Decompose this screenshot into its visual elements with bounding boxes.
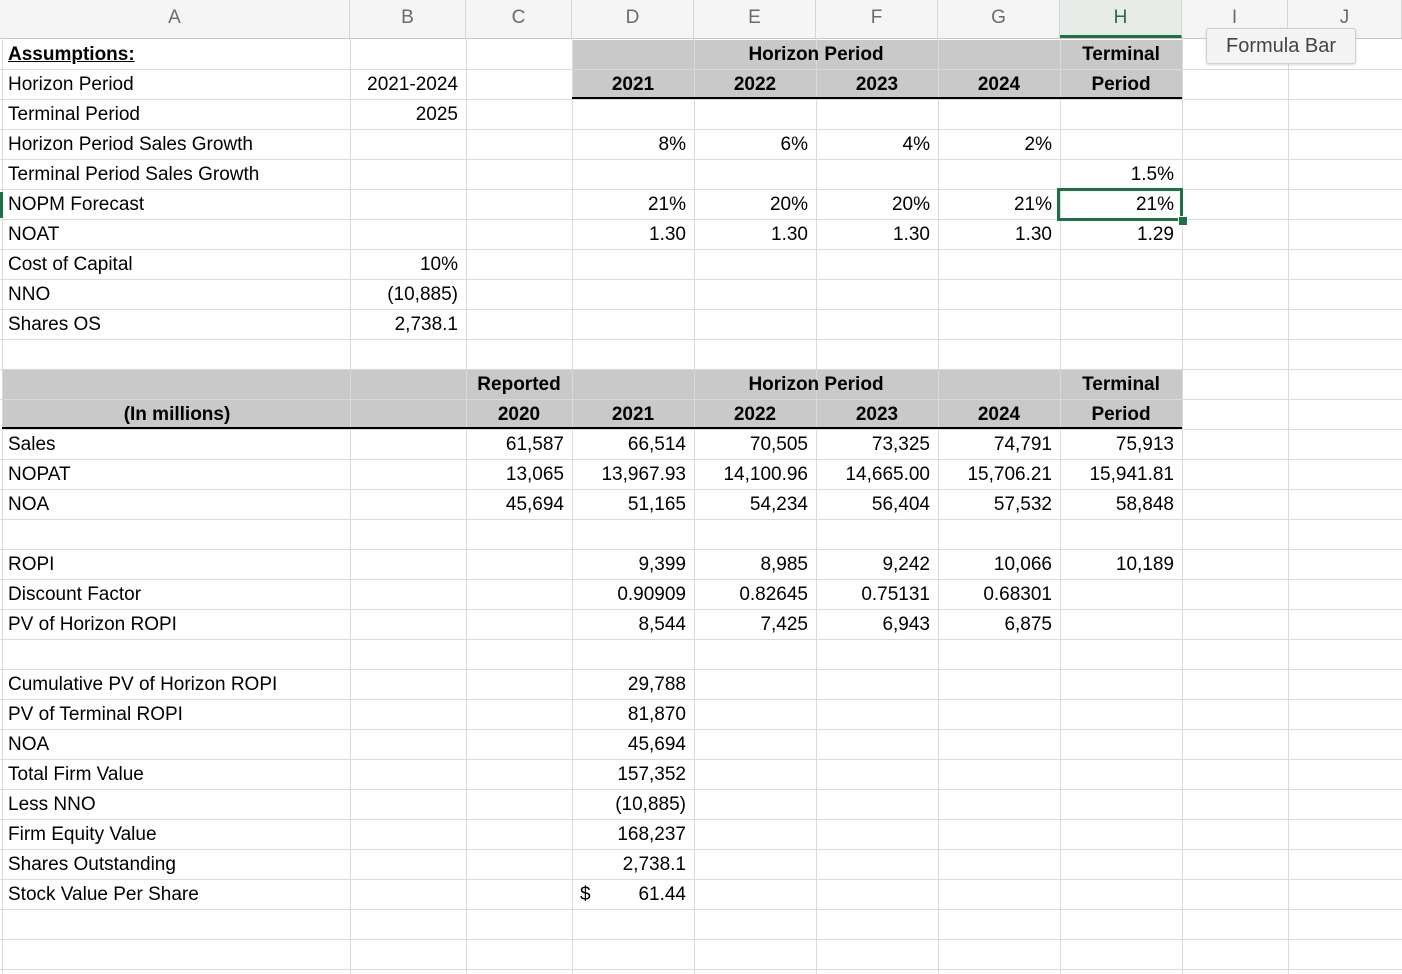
assumption-value-e[interactable] — [694, 70, 816, 100]
assumption-value-g[interactable] — [938, 310, 1060, 340]
forecast-value-g[interactable]: 74,791 — [993, 434, 1052, 455]
assumption-value-h[interactable] — [1060, 100, 1182, 130]
assumption-value-f[interactable]: 1.30 — [893, 224, 930, 245]
forecast-year-2020: 2020 — [497, 404, 541, 425]
forecast-reported-header: Reported — [477, 374, 561, 395]
assumptions-period-header: Period — [1091, 74, 1151, 95]
forecast-value-e[interactable]: 54,234 — [749, 494, 808, 515]
assumption-label[interactable]: Shares OS — [8, 314, 101, 335]
assumption-value-e[interactable] — [694, 310, 816, 340]
forecast-value-e[interactable]: 14,100.96 — [723, 464, 808, 485]
column-header-c[interactable]: C — [466, 0, 572, 38]
forecast-label[interactable]: NOPAT — [8, 464, 71, 485]
assumption-value-d[interactable]: 8% — [658, 134, 686, 155]
forecast-value-c[interactable]: 13,065 — [505, 464, 564, 485]
ropi-value-e[interactable]: 7,425 — [760, 614, 808, 635]
assumption-value-f[interactable] — [816, 250, 938, 280]
forecast-value-c[interactable]: 61,587 — [505, 434, 564, 455]
valuation-label[interactable]: Firm Equity Value — [8, 824, 157, 845]
assumption-label[interactable]: Horizon Period Sales Growth — [8, 134, 253, 155]
forecast-value-g[interactable]: 15,706.21 — [967, 464, 1052, 485]
assumption-value-e[interactable] — [694, 160, 816, 190]
ropi-label[interactable]: ROPI — [8, 554, 55, 575]
forecast-value-f[interactable]: 56,404 — [871, 494, 930, 515]
forecast-horizon-period-header: Horizon Period — [748, 374, 884, 395]
ropi-value-e[interactable]: 8,985 — [760, 554, 808, 575]
assumption-value-e[interactable]: 6% — [780, 134, 808, 155]
assumption-value-h[interactable] — [1060, 310, 1182, 340]
ropi-value-g[interactable]: 0.68301 — [983, 584, 1052, 605]
assumption-value-h[interactable] — [1060, 70, 1182, 100]
forecast-label[interactable]: Sales — [8, 434, 56, 455]
forecast-year-2021: 2021 — [611, 404, 655, 425]
ropi-label[interactable]: Discount Factor — [8, 584, 142, 605]
ropi-value-h[interactable]: 10,189 — [1115, 554, 1174, 575]
valuation-value-d[interactable]: 168,237 — [617, 824, 686, 845]
assumption-label[interactable]: Terminal Period Sales Growth — [8, 164, 260, 185]
column-header-e[interactable]: E — [694, 0, 816, 38]
fill-handle[interactable] — [1178, 216, 1188, 226]
forecast-value-d[interactable]: 51,165 — [627, 494, 686, 515]
forecast-value-h[interactable]: 15,941.81 — [1089, 464, 1174, 485]
assumption-value-g[interactable]: 1.30 — [1015, 224, 1052, 245]
assumption-value-h[interactable]: 1.29 — [1137, 224, 1174, 245]
assumption-label[interactable]: Terminal Period — [8, 104, 140, 125]
assumption-value-d[interactable]: 1.30 — [649, 224, 686, 245]
assumptions-year-2024: 2024 — [977, 74, 1021, 95]
valuation-label[interactable]: NOA — [8, 734, 50, 755]
assumption-label[interactable]: NNO — [8, 284, 51, 305]
valuation-value-d[interactable]: (10,885) — [615, 794, 686, 815]
assumption-value-h[interactable]: 21% — [1135, 194, 1174, 215]
ropi-label[interactable]: PV of Horizon ROPI — [8, 614, 177, 635]
valuation-label[interactable]: Cumulative PV of Horizon ROPI — [8, 674, 278, 695]
assumption-value-g[interactable] — [938, 100, 1060, 130]
grid-vline — [1288, 38, 1289, 974]
active-row-indicator — [0, 192, 3, 218]
forecast-year-2022: 2022 — [733, 404, 777, 425]
forecast-value-h[interactable]: 75,913 — [1115, 434, 1174, 455]
assumption-value-f[interactable] — [816, 160, 938, 190]
ropi-value-d[interactable]: 8,544 — [638, 614, 686, 635]
assumption-value-g[interactable] — [938, 70, 1060, 100]
assumption-value-f[interactable] — [816, 280, 938, 310]
column-header-h[interactable]: H — [1060, 0, 1182, 38]
forecast-value-e[interactable]: 70,505 — [749, 434, 808, 455]
assumptions-year-2022: 2022 — [733, 74, 777, 95]
assumption-value-b[interactable]: 2,738.1 — [394, 314, 458, 335]
valuation-value-d[interactable]: 2,738.1 — [622, 854, 686, 875]
valuation-value-d[interactable]: 45,694 — [627, 734, 686, 755]
column-header-a[interactable]: A — [0, 0, 350, 38]
formula-bar-tooltip: Formula Bar — [1206, 28, 1356, 64]
valuation-value-d[interactable]: 81,870 — [627, 704, 686, 725]
assumption-value-g[interactable]: 2% — [1024, 134, 1052, 155]
forecast-value-d[interactable]: 13,967.93 — [601, 464, 686, 485]
ropi-value-e[interactable]: 0.82645 — [739, 584, 808, 605]
assumptions-year-2021: 2021 — [611, 74, 655, 95]
assumption-value-f[interactable] — [816, 70, 938, 100]
assumption-value-h[interactable]: 1.5% — [1130, 164, 1174, 185]
forecast-terminal-header: Terminal — [1082, 374, 1160, 395]
grid-hline — [0, 969, 1402, 970]
valuation-label[interactable]: PV of Terminal ROPI — [8, 704, 183, 725]
forecast-period-header: Period — [1091, 404, 1151, 425]
assumption-value-g[interactable] — [938, 160, 1060, 190]
column-header-f[interactable]: F — [816, 0, 938, 38]
assumption-value-d[interactable] — [572, 250, 694, 280]
forecast-value-g[interactable]: 57,532 — [993, 494, 1052, 515]
assumption-value-e[interactable] — [694, 100, 816, 130]
ropi-value-f[interactable]: 9,242 — [882, 554, 930, 575]
assumption-value-e[interactable] — [694, 280, 816, 310]
assumption-value-d[interactable] — [572, 310, 694, 340]
assumption-value-b[interactable]: (10,885) — [387, 284, 458, 305]
column-header-g[interactable]: G — [938, 0, 1060, 38]
forecast-value-d[interactable]: 66,514 — [627, 434, 686, 455]
forecast-value-h[interactable]: 58,848 — [1115, 494, 1174, 515]
assumption-value-h[interactable] — [1060, 130, 1182, 160]
assumption-value-b[interactable] — [350, 160, 466, 190]
assumption-label[interactable]: NOAT — [8, 224, 60, 245]
assumption-label[interactable]: NOPM Forecast — [8, 194, 145, 215]
valuation-value-d[interactable]: 29,788 — [627, 674, 686, 695]
assumption-value-d[interactable]: 21% — [647, 194, 686, 215]
assumption-value-e[interactable]: 1.30 — [771, 224, 808, 245]
ropi-value-d[interactable]: 9,399 — [638, 554, 686, 575]
assumption-label[interactable]: Cost of Capital — [8, 254, 133, 275]
assumption-value-b[interactable]: 2021-2024 — [367, 74, 458, 95]
ropi-value-f[interactable]: 6,943 — [882, 614, 930, 635]
column-header-row — [0, 0, 1402, 39]
assumption-value-f[interactable] — [816, 310, 938, 340]
assumption-value-b[interactable] — [350, 130, 466, 160]
forecast-year-2024: 2024 — [977, 404, 1021, 425]
valuation-value-d[interactable]: 61.44 — [638, 884, 686, 905]
assumption-value-f[interactable] — [816, 100, 938, 130]
forecast-value-f[interactable]: 14,665.00 — [845, 464, 930, 485]
valuation-label[interactable]: Stock Value Per Share — [8, 884, 199, 905]
assumption-value-b[interactable]: 2025 — [415, 104, 458, 125]
assumptions-terminal-header: Terminal — [1082, 44, 1160, 65]
assumptions-title[interactable]: Assumptions: — [8, 44, 135, 65]
assumption-value-f[interactable]: 4% — [902, 134, 930, 155]
column-header-b[interactable]: B — [350, 0, 466, 38]
forecast-value-f[interactable]: 73,325 — [871, 434, 930, 455]
assumption-value-e[interactable] — [694, 250, 816, 280]
ropi-value-f[interactable]: 0.75131 — [861, 584, 930, 605]
assumption-value-d[interactable] — [572, 100, 694, 130]
currency-symbol: $ — [580, 884, 591, 905]
ropi-value-g[interactable]: 10,066 — [993, 554, 1052, 575]
assumption-value-g[interactable]: 21% — [1013, 194, 1052, 215]
valuation-value-d[interactable]: 157,352 — [617, 764, 686, 785]
assumptions-year-2023: 2023 — [855, 74, 899, 95]
assumption-value-b[interactable] — [350, 220, 466, 250]
ropi-value-g[interactable]: 6,875 — [1004, 614, 1052, 635]
assumption-label[interactable]: Horizon Period — [8, 74, 134, 95]
assumption-value-d[interactable] — [572, 160, 694, 190]
ropi-value-h[interactable] — [1060, 580, 1182, 610]
assumption-value-d[interactable] — [572, 280, 694, 310]
assumption-value-h[interactable] — [1060, 250, 1182, 280]
grid-hline — [0, 939, 1402, 940]
grid-vline — [1182, 38, 1183, 974]
selected-cell-h7[interactable] — [1057, 188, 1183, 221]
valuation-label[interactable]: Total Firm Value — [8, 764, 144, 785]
ropi-value-d[interactable]: 0.90909 — [617, 584, 686, 605]
assumption-value-b[interactable]: 10% — [419, 254, 458, 275]
assumption-value-g[interactable] — [938, 280, 1060, 310]
assumptions-horizon-period-header: Horizon Period — [748, 44, 884, 65]
column-header-d[interactable]: D — [572, 0, 694, 38]
forecast-value-c[interactable]: 45,694 — [505, 494, 564, 515]
ropi-value-h[interactable] — [1060, 610, 1182, 640]
forecast-year-2023: 2023 — [855, 404, 899, 425]
assumption-value-h[interactable] — [1060, 280, 1182, 310]
assumption-value-g[interactable] — [938, 250, 1060, 280]
assumption-value-e[interactable]: 20% — [769, 194, 808, 215]
valuation-label[interactable]: Less NNO — [8, 794, 96, 815]
assumption-value-f[interactable]: 20% — [891, 194, 930, 215]
column-header-i[interactable]: I — [1182, 0, 1288, 38]
forecast-label[interactable]: NOA — [8, 494, 50, 515]
column-header-j[interactable]: J — [1288, 0, 1402, 38]
forecast-units-label: (In millions) — [123, 404, 231, 425]
assumption-value-d[interactable] — [572, 70, 694, 100]
valuation-label[interactable]: Shares Outstanding — [8, 854, 176, 875]
assumption-value-b[interactable] — [350, 190, 466, 220]
